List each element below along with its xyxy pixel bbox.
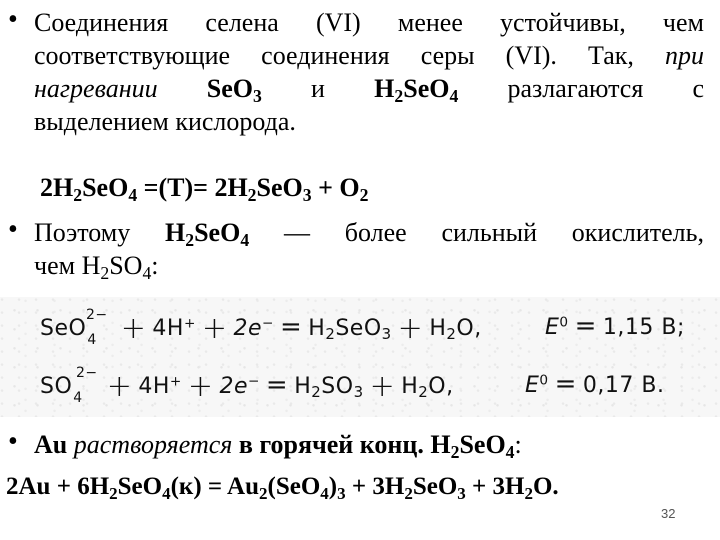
p1-line2: соответствующие соединения серы (VI). Так, при [34,41,704,70]
sulfate-potential: $E^0 = 0,17$ В. [525,369,665,399]
p1-line3: нагревании SeO$_3$ и $H_2SeO_4$ разлагаются с [34,74,705,106]
paragraph-2-text [34,216,704,282]
page-number: 32 [661,506,676,521]
bullet-marker: • [8,4,18,35]
bullet-paragraph-1 [0,6,720,138]
bullet-marker: • [8,214,18,245]
bullet-paragraph-2 [0,216,720,282]
p2-line1: Поэтому $H_2SeO_4$ — более сильный окислитель, [34,218,705,250]
bullet-marker: • [8,426,18,457]
decomposition-equation: $2H_2SeO_4 =(T)= 2H_2SeO_3 + O_2$ [40,173,369,205]
selenate-reduction-reaction: SeO$_4$ 2− + $4H^+ + 2e^- = H_2SeO_3 + H_2O$, $E^0 = 1,15$ В; [40,307,685,348]
paragraph-1-text [34,6,704,138]
selenate-potential: $E^0 = 1,15$ В; [545,311,685,341]
scanned-reactions-image [0,297,720,417]
gold-dissolution-equation: $2Au + 6H_2SeO_4(к) = Au_2(SeO_4)_3 + 3H_2SeO_3 + 3H_2O$. [6,473,559,503]
p1-line4: выделением кислорода. [34,107,296,136]
p3-line1: Au растворяется в горячей конц. $H_2SeO_4$: [34,430,522,462]
paragraph-3-text [34,428,704,461]
sulfate-reduction-reaction: $SO_4$ 2− + $4H^+ + 2e^- = H_2SO_3 + H_2O$, $E^0 = 0,17$ В. [40,365,665,406]
p1-line1: Соединения селена (VI) менее устойчивы, чем [34,8,704,37]
p2-line2: чем $H_2SO_4$: [34,251,159,283]
bullet-paragraph-3 [0,428,720,461]
